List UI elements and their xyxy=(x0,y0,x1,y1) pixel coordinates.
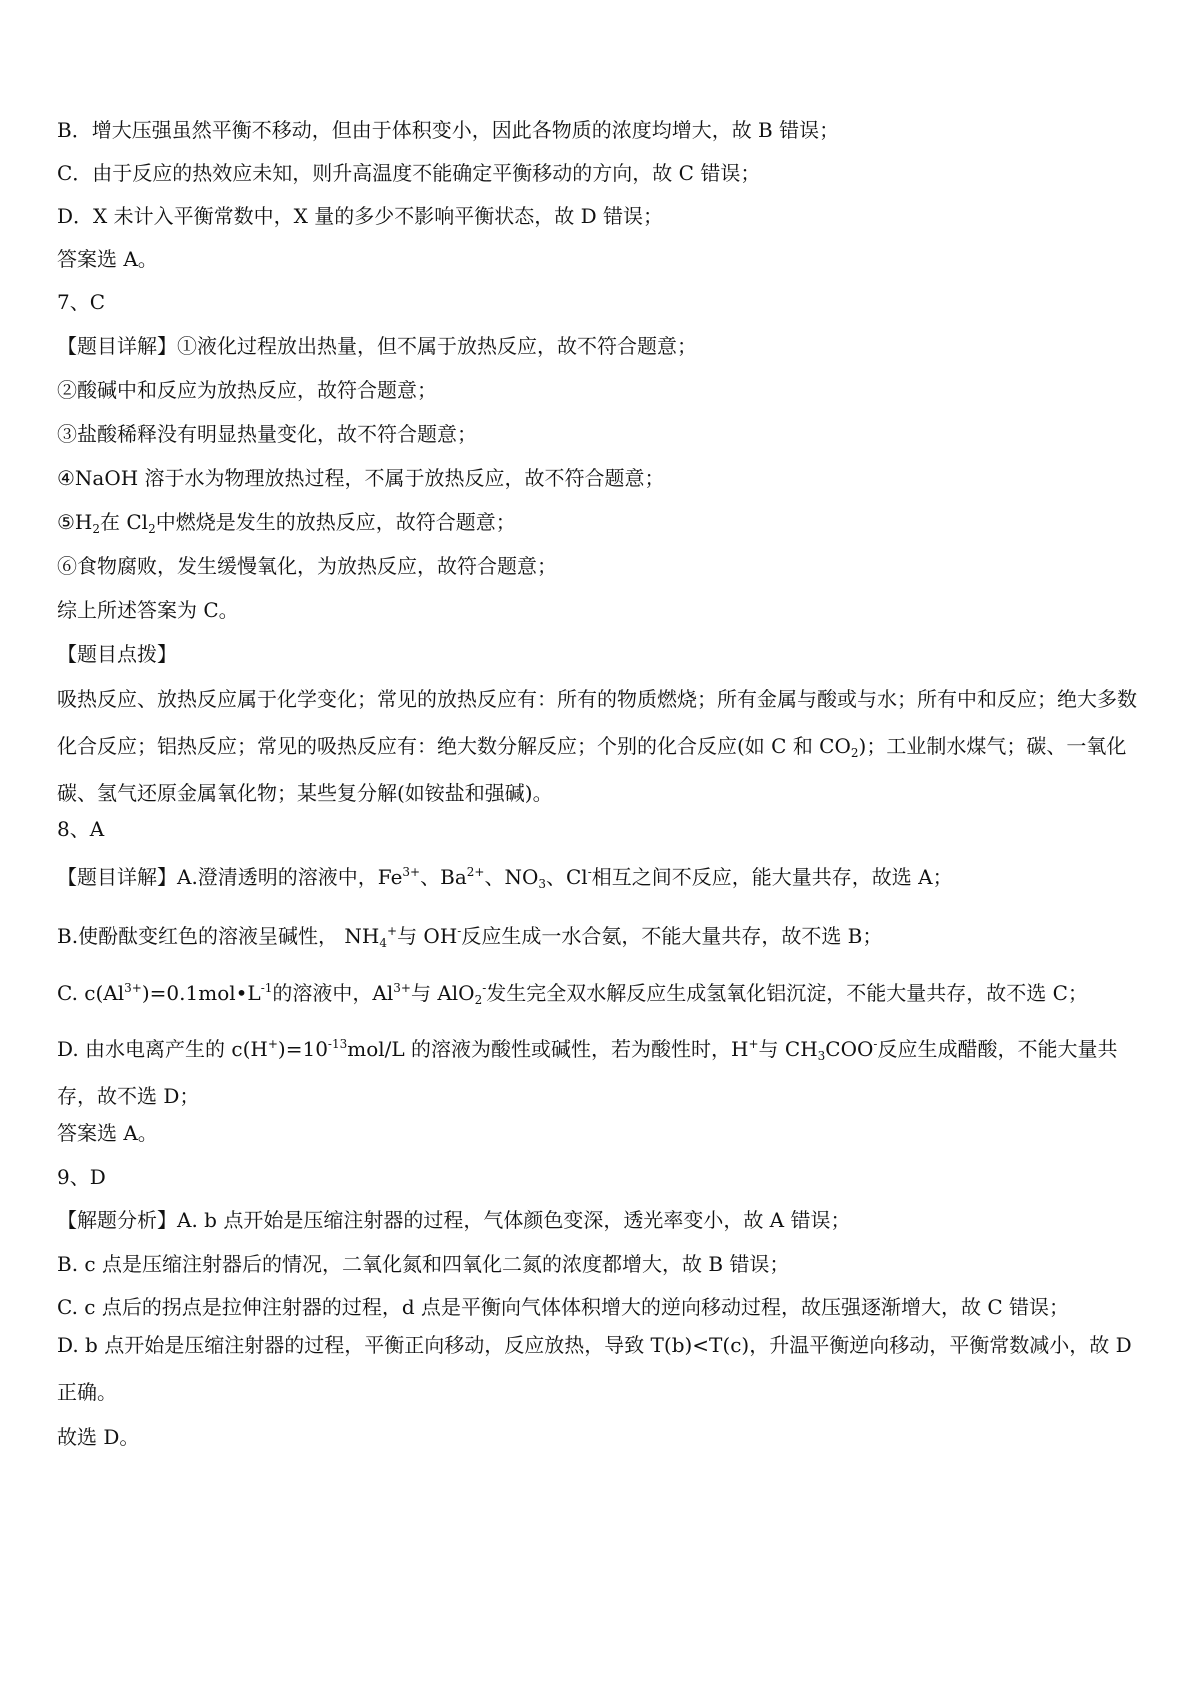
question-7-detail-1: 【题目详解】①液化过程放出热量，但不属于放热反应，故不符合题意； xyxy=(57,334,697,358)
question-8-conclusion: 答案选 A。 xyxy=(57,1121,158,1145)
question-7-detail-4: ④NaOH 溶于水为物理放热过程，不属于放热反应，故不符合题意； xyxy=(57,466,665,490)
question-7-detail-2: ②酸碱中和反应为放热反应，故符合题意； xyxy=(57,378,437,402)
answer-6-option-b: B．增大压强虽然平衡不移动，但由于体积变小，因此各物质的浓度均增大，故 B 错误； xyxy=(57,118,840,142)
question-7-detail-5: $⑤H_2$在 $Cl_2$中燃烧是发生的放热反应，故符合题意； xyxy=(57,510,516,536)
question-8-header: 8、A xyxy=(57,817,105,841)
question-9-analysis-c: C. c 点后的拐点是拉伸注射器的过程，d 点是平衡向气体体积增大的逆向移动过程，故压强逐渐增大，故 C 错误； xyxy=(57,1295,1070,1319)
question-7-detail-6: ⑥食物腐败，发生缓慢氧化，为放热反应，故符合题意； xyxy=(57,554,557,578)
question-8-detail-d: D. 由水电离产生的 $c(H^+)=10^{-13}mol/L$ 的溶液为酸性或碱性，若为酸性时，H+与 $CH_3COO^-$反应生成醋酸，不能大量共存，故不选 D； xyxy=(57,1037,1118,1108)
question-9-analysis-d: D. b 点开始是压缩注射器的过程，平衡正向移动，反应放热，导致 T(b)<T(c)，升温平衡逆向移动，平衡常数减小，故 D 正确。 xyxy=(57,1333,1132,1404)
question-7-detail-3: ③盐酸稀释没有明显热量变化，故不符合题意； xyxy=(57,422,477,446)
question-9-conclusion: 故选 D。 xyxy=(57,1425,140,1449)
question-8-detail-b: B.使酚酞变红色的溶液呈碱性， $NH_4^+$与 OH-反应生成一水合氨，不能大量共存，故不选 B； xyxy=(57,924,883,950)
question-7-tip-heading: 【题目点拨】 xyxy=(57,642,177,666)
question-7-header: 7、C xyxy=(57,290,106,314)
question-7-conclusion: 综上所述答案为 C。 xyxy=(57,598,239,622)
answer-6-option-d: D．X 未计入平衡常数中，X 量的多少不影响平衡状态，故 D 错误； xyxy=(57,204,663,228)
question-9-analysis-a: 【解题分析】A. b 点开始是压缩注射器的过程，气体颜色变深，透光率变小，故 A 错误； xyxy=(57,1208,851,1232)
question-9-header: 9、D xyxy=(57,1165,106,1189)
question-8-detail-c: C. $c(Al^{3+})=0.1mol•L^{-1}$的溶液中，$Al^{3+}$与 AlO$_2$-发生完全双水解反应生成氢氧化铝沉淀，不能大量共存，故不选 C； xyxy=(57,981,1088,1007)
answer-6-conclusion: 答案选 A。 xyxy=(57,247,158,271)
question-9-analysis-b: B. c 点是压缩注射器后的情况，二氧化氮和四氧化二氮的浓度都增大，故 B 错误； xyxy=(57,1252,790,1276)
answer-6-option-c: C．由于反应的热效应未知，则升高温度不能确定平衡移动的方向，故 C 错误； xyxy=(57,161,761,185)
question-8-detail-a: 【题目详解】A.澄清透明的溶液中，$Fe^{3+}$、$Ba^{2+}$、$NO_3$、Cl-相互之间不反应，能大量共存，故选 A； xyxy=(57,865,953,891)
question-7-tip-paragraph: 吸热反应、放热反应属于化学变化；常见的放热反应有：所有的物质燃烧；所有金属与酸或与水；所有中和反应；绝大多数化合反应；铝热反应；常见的吸热反应有：绝大数分解反应；个别的化合反应(如 C 和 $CO_2$)；工业制水煤气；碳、一氧化碳、氢气还原金属氧化物；某些复分解(如铵盐和强碱)。 xyxy=(57,687,1137,805)
